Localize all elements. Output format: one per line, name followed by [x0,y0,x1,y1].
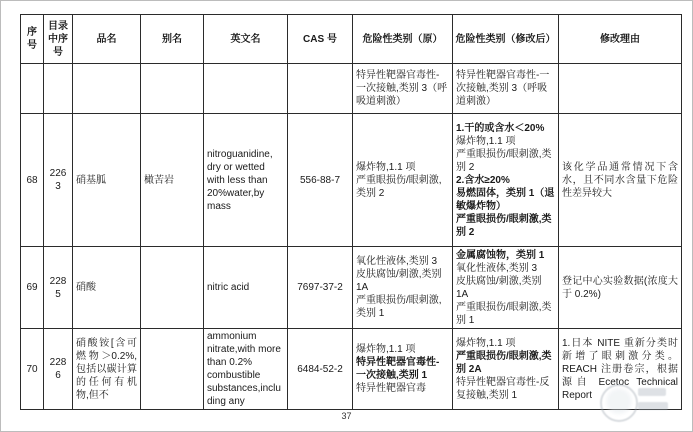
table-row-68 [21,114,682,247]
cell-cas: 7697-37-2 [288,247,353,329]
cell-reason: 登记中心实验数据(浓度大于 0.2%) [559,247,682,329]
cell-seq [21,64,44,114]
cell-catalog-no: 2285 [44,247,73,329]
cell-hazard-original: 爆炸物,1.1 项 特异性靶器官毒性-一次接触,类别 1 特异性靶器官毒 [353,329,453,410]
cell-hazard-original: 爆炸物,1.1 项 严重眼损伤/眼刺激,类别 2 [353,114,453,247]
cell-alias: 橄苦岩 [141,114,204,247]
cell-seq: 69 [21,247,44,329]
col-header-seq: 序号 [21,15,44,64]
cell-name: 硝酸铵[含可燃物＞0.2%,包括以碳计算的任何有机物,但不 [73,329,141,410]
page-number: 37 [341,411,352,421]
cell-catalog-no: 2263 [44,114,73,247]
cell-cas: 556-88-7 [288,114,353,247]
col-header-name: 品名 [73,15,141,64]
col-header-alias: 别名 [141,15,204,64]
cell-catalog-no [44,64,73,114]
cell-alias [141,64,204,114]
table-row-70 [21,329,682,410]
col-header-english-name: 英文名 [204,15,288,64]
table-row-69 [21,247,682,329]
col-header-hazard-original: 危险性类别（原） [353,15,453,64]
cell-reason: 该化学品通常情况下含水，且不同水含量下危险性差异较大 [559,114,682,247]
col-header-catalog-no: 目录中序号 [44,15,73,64]
cell-english-name: nitroguanidine, dry or wetted with less than 20%water,by mass [204,114,288,247]
cell-hazard-revised: 爆炸物,1.1 项 严重眼损伤/眼刺激,类别 2A 特异性靶器官毒性-反复接触,类别 1 [453,329,559,410]
col-header-reason: 修改理由 [559,15,682,64]
cell-english-name: ammonium nitrate,with more than 0.2% combustible substances,including any [204,329,288,410]
cell-alias [141,247,204,329]
cell-reason: 1.日本 NITE 重新分类时新增了眼刺激分类。REACH 注册卷宗，根据源自 Ecetoc Technical Report [559,329,682,410]
cell-hazard-original: 特异性靶器官毒性-一次接触,类别 3（呼吸道刺激） [353,64,453,114]
cell-hazard-revised: 金属腐蚀物，类别 1 氧化性液体,类别 3 皮肤腐蚀/刺激,类别 1A 严重眼损伤/眼刺激,类别 1 [453,247,559,329]
cell-hazard-original: 氧化性液体,类别 3 皮肤腐蚀/刺激,类别 1A 严重眼损伤/眼刺激,类别 1 [353,247,453,329]
cell-cas: 6484-52-2 [288,329,353,410]
table-row-continuation [21,64,682,114]
cell-alias [141,329,204,410]
cell-seq: 70 [21,329,44,410]
cell-name: 硝基胍 [73,114,141,247]
cell-name: 硝酸 [73,247,141,329]
cell-name [73,64,141,114]
hazard-classification-table [20,14,682,410]
cell-reason [559,64,682,114]
cell-english-name [204,64,288,114]
cell-cas [288,64,353,114]
cell-catalog-no: 2286 [44,329,73,410]
cell-seq: 68 [21,114,44,247]
cell-english-name: nitric acid [204,247,288,329]
cell-hazard-revised: 1.干的或含水＜20% 爆炸物,1.1 项 严重眼损伤/眼刺激,类别 2 2.含水≥20% 易燃固体，类别 1（退敏爆炸物） 严重眼损伤/眼刺激,类别 2 [453,114,559,247]
header-row [21,15,682,64]
cell-hazard-revised: 特异性靶器官毒性-一次接触,类别 3（呼吸道刺激） [453,64,559,114]
col-header-hazard-revised: 危险性类别（修改后） [453,15,559,64]
col-header-cas: CAS 号 [288,15,353,64]
